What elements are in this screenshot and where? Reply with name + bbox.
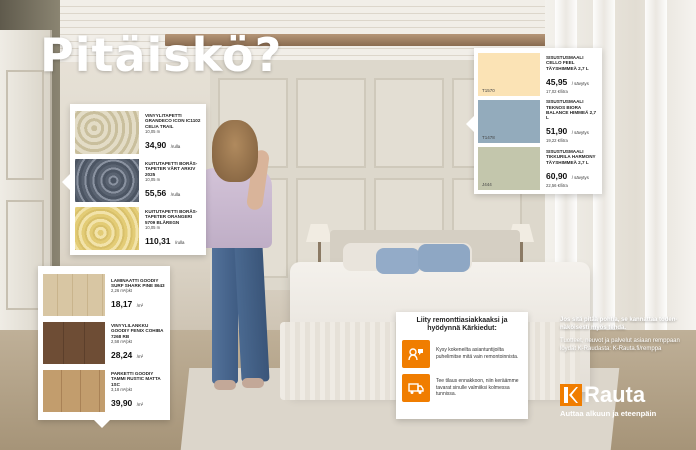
product-item[interactable]: VINYYLILANKKU GOODIY FENIX COHIBA 7268 RB 2,58 m²/pkt 28,24 /m² <box>43 319 165 366</box>
benefit-item <box>402 340 522 368</box>
paint-code: T1570 <box>482 88 495 93</box>
product-item[interactable]: T1478 SISUSTUSMAALI TEKNOS BIORA BALANCE HIMMEÄ 2,7 L 51,90 / sävytys 19,22 €/litra <box>478 99 598 144</box>
membership-benefits-box[interactable] <box>396 312 528 419</box>
wallpaper-products-card <box>70 104 206 255</box>
product-unit: 10,05 m <box>145 224 161 230</box>
promo-heading: Jos sitä pitää pohtia, se kannattaa toden- näköisesti myös tehdä. <box>560 317 678 332</box>
paint-code: T1478 <box>482 135 495 140</box>
paint-swatch <box>478 53 540 96</box>
product-item[interactable]: PARKETTI GOODIY TAMMI RUSTIC MATTA 1SC 3,18 m²/pkt 39,90 /m² <box>43 367 165 414</box>
promo-text <box>560 316 680 358</box>
flooring-swatch <box>43 322 105 364</box>
flooring-swatch <box>43 274 105 316</box>
product-name: SISUSTUSMAALI CELLO FEEL TÄYSHIMMEÄ 2,7 L <box>546 54 589 71</box>
unit-price: 17,02 €/litra <box>546 88 568 94</box>
wallpaper-swatch <box>75 159 139 202</box>
product-name: SISUSTUSMAALI TIKKURILA HARMONY TÄYSHIMMEÄ 2,7 L <box>546 148 596 165</box>
product-price: 28,24 <box>111 350 133 361</box>
paint-code: J444 <box>482 182 492 187</box>
product-price: 110,31 <box>145 236 171 247</box>
k-rauta-logo[interactable] <box>560 384 680 418</box>
paint-products-card <box>474 48 602 194</box>
product-name: PARKETTI GOODIY TAMMI RUSTIC MATTA 1SC <box>111 370 161 387</box>
benefit-text: Kysy kokeneilta asiantuntijoilta puhelimitse mitä vain remontoinnista. <box>436 347 519 360</box>
unit-price: 19,22 €/litra <box>546 138 568 144</box>
blue-pillow <box>376 248 420 274</box>
membership-title: Liity remonttiasiakkaaksi ja hyödynnä Kärkiedut: <box>416 317 508 333</box>
product-unit: 10,05 m <box>145 128 161 134</box>
headline: Pitäiskö? <box>40 28 283 82</box>
product-item[interactable]: T1570 SISUSTUSMAALI CELLO FEEL TÄYSHIMMEÄ 2,7 L 45,95 / sävytys 17,02 €/litra <box>478 52 598 97</box>
wallpaper-swatch <box>75 207 139 250</box>
blue-pillow <box>418 244 470 272</box>
product-unit: 3,18 m²/pkt <box>111 386 132 392</box>
benefit-item <box>402 374 522 402</box>
product-item[interactable]: KUITUTAPETTI BORÅS-TAPETER ORANGERI 5709 BLÅREGN 10,05 m 110,31 /rulla <box>75 205 201 252</box>
product-name: VINYYLITAPETTI GRANDECO ICON IC1102 CELIA TRAIL <box>145 112 201 129</box>
product-price: 39,90 <box>111 398 133 409</box>
k-logo-icon <box>560 384 582 406</box>
paint-swatch <box>478 147 540 190</box>
product-item[interactable]: LAMINAATTI GOODIY SURF SHARK PINE 8643 2,26 m²/pkt 18,17 /m² <box>43 271 165 318</box>
product-item[interactable]: KUITUTAPETTI BORÅS-TAPETER VÅRT ARKIV 2025 10,05 m 55,56 /rulla <box>75 157 201 204</box>
product-unit: 2,26 m²/pkt <box>111 288 132 294</box>
product-name: KUITUTAPETTI BORÅS-TAPETER ORANGERI 5709 BLÅREGN <box>145 208 198 225</box>
product-name: KUITUTAPETTI BORÅS-TAPETER VÅRT ARKIV 2025 <box>145 160 198 177</box>
flooring-swatch <box>43 370 105 412</box>
product-unit: 10,05 m <box>145 176 161 182</box>
product-name: SISUSTUSMAALI TEKNOS BIORA BALANCE HIMMEÄ 2,7 L <box>546 99 597 121</box>
logo-wordmark: Rauta <box>584 382 646 407</box>
unit-price: 22,56 €/litra <box>546 182 568 188</box>
product-price: 45,95 <box>546 76 568 87</box>
product-unit: 2,58 m²/pkt <box>111 338 132 344</box>
product-price: 51,90 <box>546 126 568 137</box>
product-price: 18,17 <box>111 299 133 310</box>
truck-order-icon <box>402 374 430 402</box>
product-name: LAMINAATTI GOODIY SURF SHARK PINE 8643 <box>111 277 165 288</box>
product-name: VINYYLILANKKU GOODIY FENIX COHIBA 7268 RB <box>111 322 164 339</box>
flooring-products-card <box>38 266 170 420</box>
slogan: Auttaa alkuun ja eteenpäin <box>560 409 657 418</box>
product-item[interactable]: J444 SISUSTUSMAALI TIKKURILA HARMONY TÄYSHIMMEÄ 2,7 L 60,90 / sävytys 22,56 €/litra <box>478 146 598 191</box>
product-price: 34,90 <box>145 140 167 151</box>
benefit-text: Tee tilaus ennakkoon, niin keräämme tavarat sinulle valmiiksi kolmessa tunnissa. <box>436 378 519 398</box>
paint-swatch <box>478 100 540 143</box>
promo-body: Tuotteet, neuvot ja palvelut asiaan remppaan löydät K-Raudasta: K-Rauta.fi/remppa <box>560 338 680 353</box>
product-item[interactable]: VINYYLITAPETTI GRANDECO ICON IC1102 CELIA TRAIL 10,05 m 34,90 /rulla <box>75 109 201 156</box>
wallpaper-swatch <box>75 111 139 154</box>
product-price: 60,90 <box>546 170 568 181</box>
phone-consult-icon <box>402 340 430 368</box>
product-price: 55,56 <box>145 188 167 199</box>
